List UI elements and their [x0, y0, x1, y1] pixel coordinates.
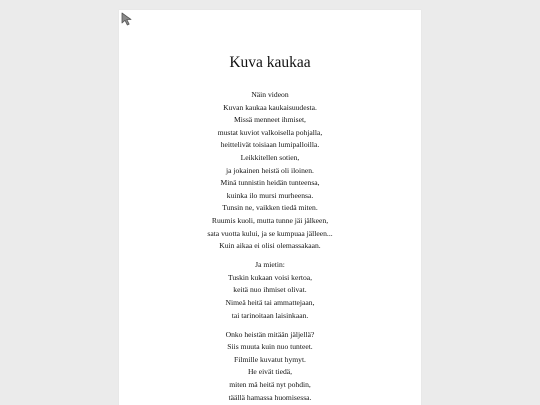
poem-line: keitä nuo ihmiset olivat. — [233, 285, 307, 295]
poem-line: Filmille kuvatut hymyt. — [234, 354, 306, 364]
poem-line: tai tarinoitaan laisinkaan. — [231, 310, 309, 320]
poem-line: Ja mietin: — [255, 260, 285, 270]
poem-line: Näin videon — [251, 90, 289, 99]
poem-line: He eivät tiedä, — [247, 367, 293, 377]
stanza-3 — [119, 329, 421, 405]
poem-line: Siis muuta kuin nuo tunteet. — [227, 342, 313, 352]
document-page — [119, 10, 421, 405]
poem-line: Kuvan kaukaa kaukaisuudesta. — [223, 102, 317, 112]
poem-line: mustat kuviot valkoisella pohjalla, — [217, 127, 323, 137]
poem-line: Onko heistän mitään jäljellä? — [225, 329, 315, 339]
stanza-2 — [119, 259, 421, 322]
poem-line: Ruumis kuoli, mutta tunne jäi jälkeen, — [211, 215, 329, 225]
poem-title: Kuva kaukaa — [229, 54, 311, 71]
poem-line: ja jokainen heistä oli iloinen. — [226, 165, 314, 175]
poem-line: täällä hamassa huomisessa. — [228, 392, 312, 402]
poem-line: heittelivät toisiaan lumipalloilla. — [220, 140, 320, 150]
poem-line: Nimeä heitä tai ammattejaan, — [225, 298, 315, 307]
mouse-pointer-icon — [121, 12, 135, 26]
poem-line: Missä menneet ihmiset, — [234, 115, 306, 125]
poem-line: Tunsin ne, vaikken tiedä miten. — [222, 203, 318, 213]
poem-line: Minä tunnistin heidän tunteensa, — [220, 178, 320, 188]
poem-line: Kuin aikaa ei olisi olemassakaan. — [219, 241, 321, 251]
poem-line: Tuskin kukaan voisi kertoa, — [227, 272, 313, 282]
stanza-1 — [119, 89, 421, 253]
poem-body — [119, 89, 421, 405]
poem-line: Leikkitellen sotien, — [240, 152, 300, 162]
poem-line: sata vuotta kului, ja se kumpuaa jälleen... — [207, 228, 333, 238]
poem-line: kuinka ilo mursi murheensa. — [226, 190, 314, 200]
poem-line: miten mä heitä nyt pohdin, — [229, 380, 311, 390]
